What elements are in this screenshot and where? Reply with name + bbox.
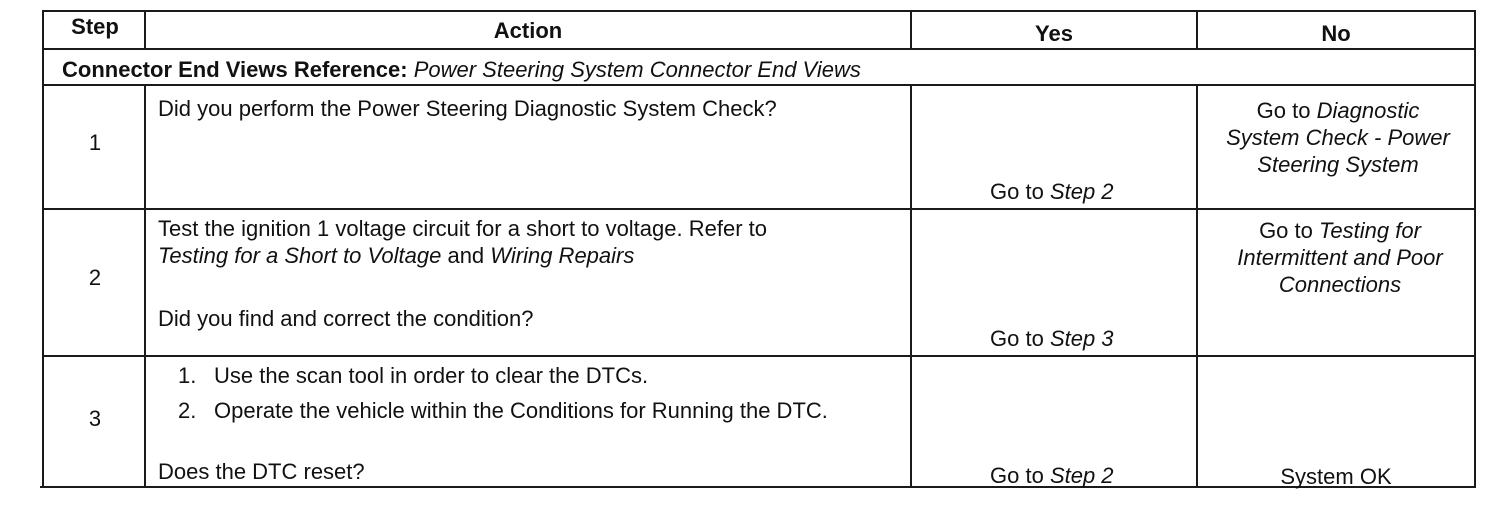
header-yes: Yes	[1035, 21, 1073, 46]
reference-link[interactable]: Power Steering System Connector End Views	[413, 57, 861, 82]
row-3-item-2: Operate the vehicle within the Conditions for Running the DTC.	[214, 398, 828, 423]
row-2-action-link2[interactable]: Wiring Repairs	[490, 243, 635, 268]
row-2-question: Did you find and correct the condition?	[158, 306, 534, 331]
row-3-yes	[990, 462, 1114, 489]
row-1-no-prefix: Go to	[1256, 98, 1311, 123]
row-3-question: Does the DTC reset?	[158, 459, 365, 484]
step-action-divider	[144, 84, 146, 488]
row-1-yes-prefix: Go to	[990, 179, 1044, 204]
row-3-item-1-num: 1.	[178, 363, 197, 388]
row-2-yes	[990, 325, 1114, 352]
row-2-step: 2	[88, 265, 102, 290]
action-yes-divider	[910, 84, 912, 488]
connector-reference	[62, 56, 861, 83]
table-border-top	[44, 10, 1476, 12]
row-1-no	[1218, 97, 1458, 178]
header-divider	[44, 48, 1476, 50]
row-1-yes-link[interactable]: Step 2	[1049, 179, 1114, 204]
reference-divider	[44, 84, 1476, 86]
row-3-item-2-num: 2.	[178, 398, 197, 423]
row-2-no	[1212, 217, 1468, 298]
yes-no-divider	[1196, 84, 1198, 488]
row-3-yes-prefix: Go to	[990, 463, 1044, 488]
row-2-no-prefix: Go to	[1259, 218, 1313, 243]
row-3-yes-link[interactable]: Step 2	[1049, 463, 1114, 488]
row-2-no-link[interactable]: Testing for Intermittent and Poor Connections	[1237, 218, 1443, 297]
row-2-action-line1: Test the ignition 1 voltage circuit for a short to voltage. Refer to	[158, 216, 767, 241]
row-3-no: System OK	[1280, 464, 1392, 489]
row-1-action: Did you perform the Power Steering Diagnostic System Check?	[158, 96, 777, 121]
row-1-divider	[44, 208, 1476, 210]
table-border-right	[1474, 10, 1476, 488]
row-2-yes-prefix: Go to	[990, 326, 1044, 351]
row-2-action-and: and	[447, 243, 485, 268]
header-no: No	[1321, 21, 1351, 46]
table-border-left	[42, 10, 44, 488]
row-1-step: 1	[88, 130, 102, 155]
row-2-action-line2	[158, 242, 634, 269]
row-1-yes	[990, 178, 1114, 205]
reference-label: Connector End Views Reference:	[62, 57, 408, 82]
header-step: Step	[71, 14, 119, 39]
row-2-divider	[44, 355, 1476, 357]
row-2-yes-link[interactable]: Step 3	[1049, 326, 1114, 351]
row-3-step: 3	[88, 406, 102, 431]
row-1-no-link[interactable]: Diagnostic System Check - Power Steering System	[1226, 98, 1450, 177]
header-action: Action	[493, 18, 563, 43]
row-3-item-1: Use the scan tool in order to clear the DTCs.	[214, 363, 649, 388]
row-2-action-link1[interactable]: Testing for a Short to Voltage	[158, 243, 442, 268]
